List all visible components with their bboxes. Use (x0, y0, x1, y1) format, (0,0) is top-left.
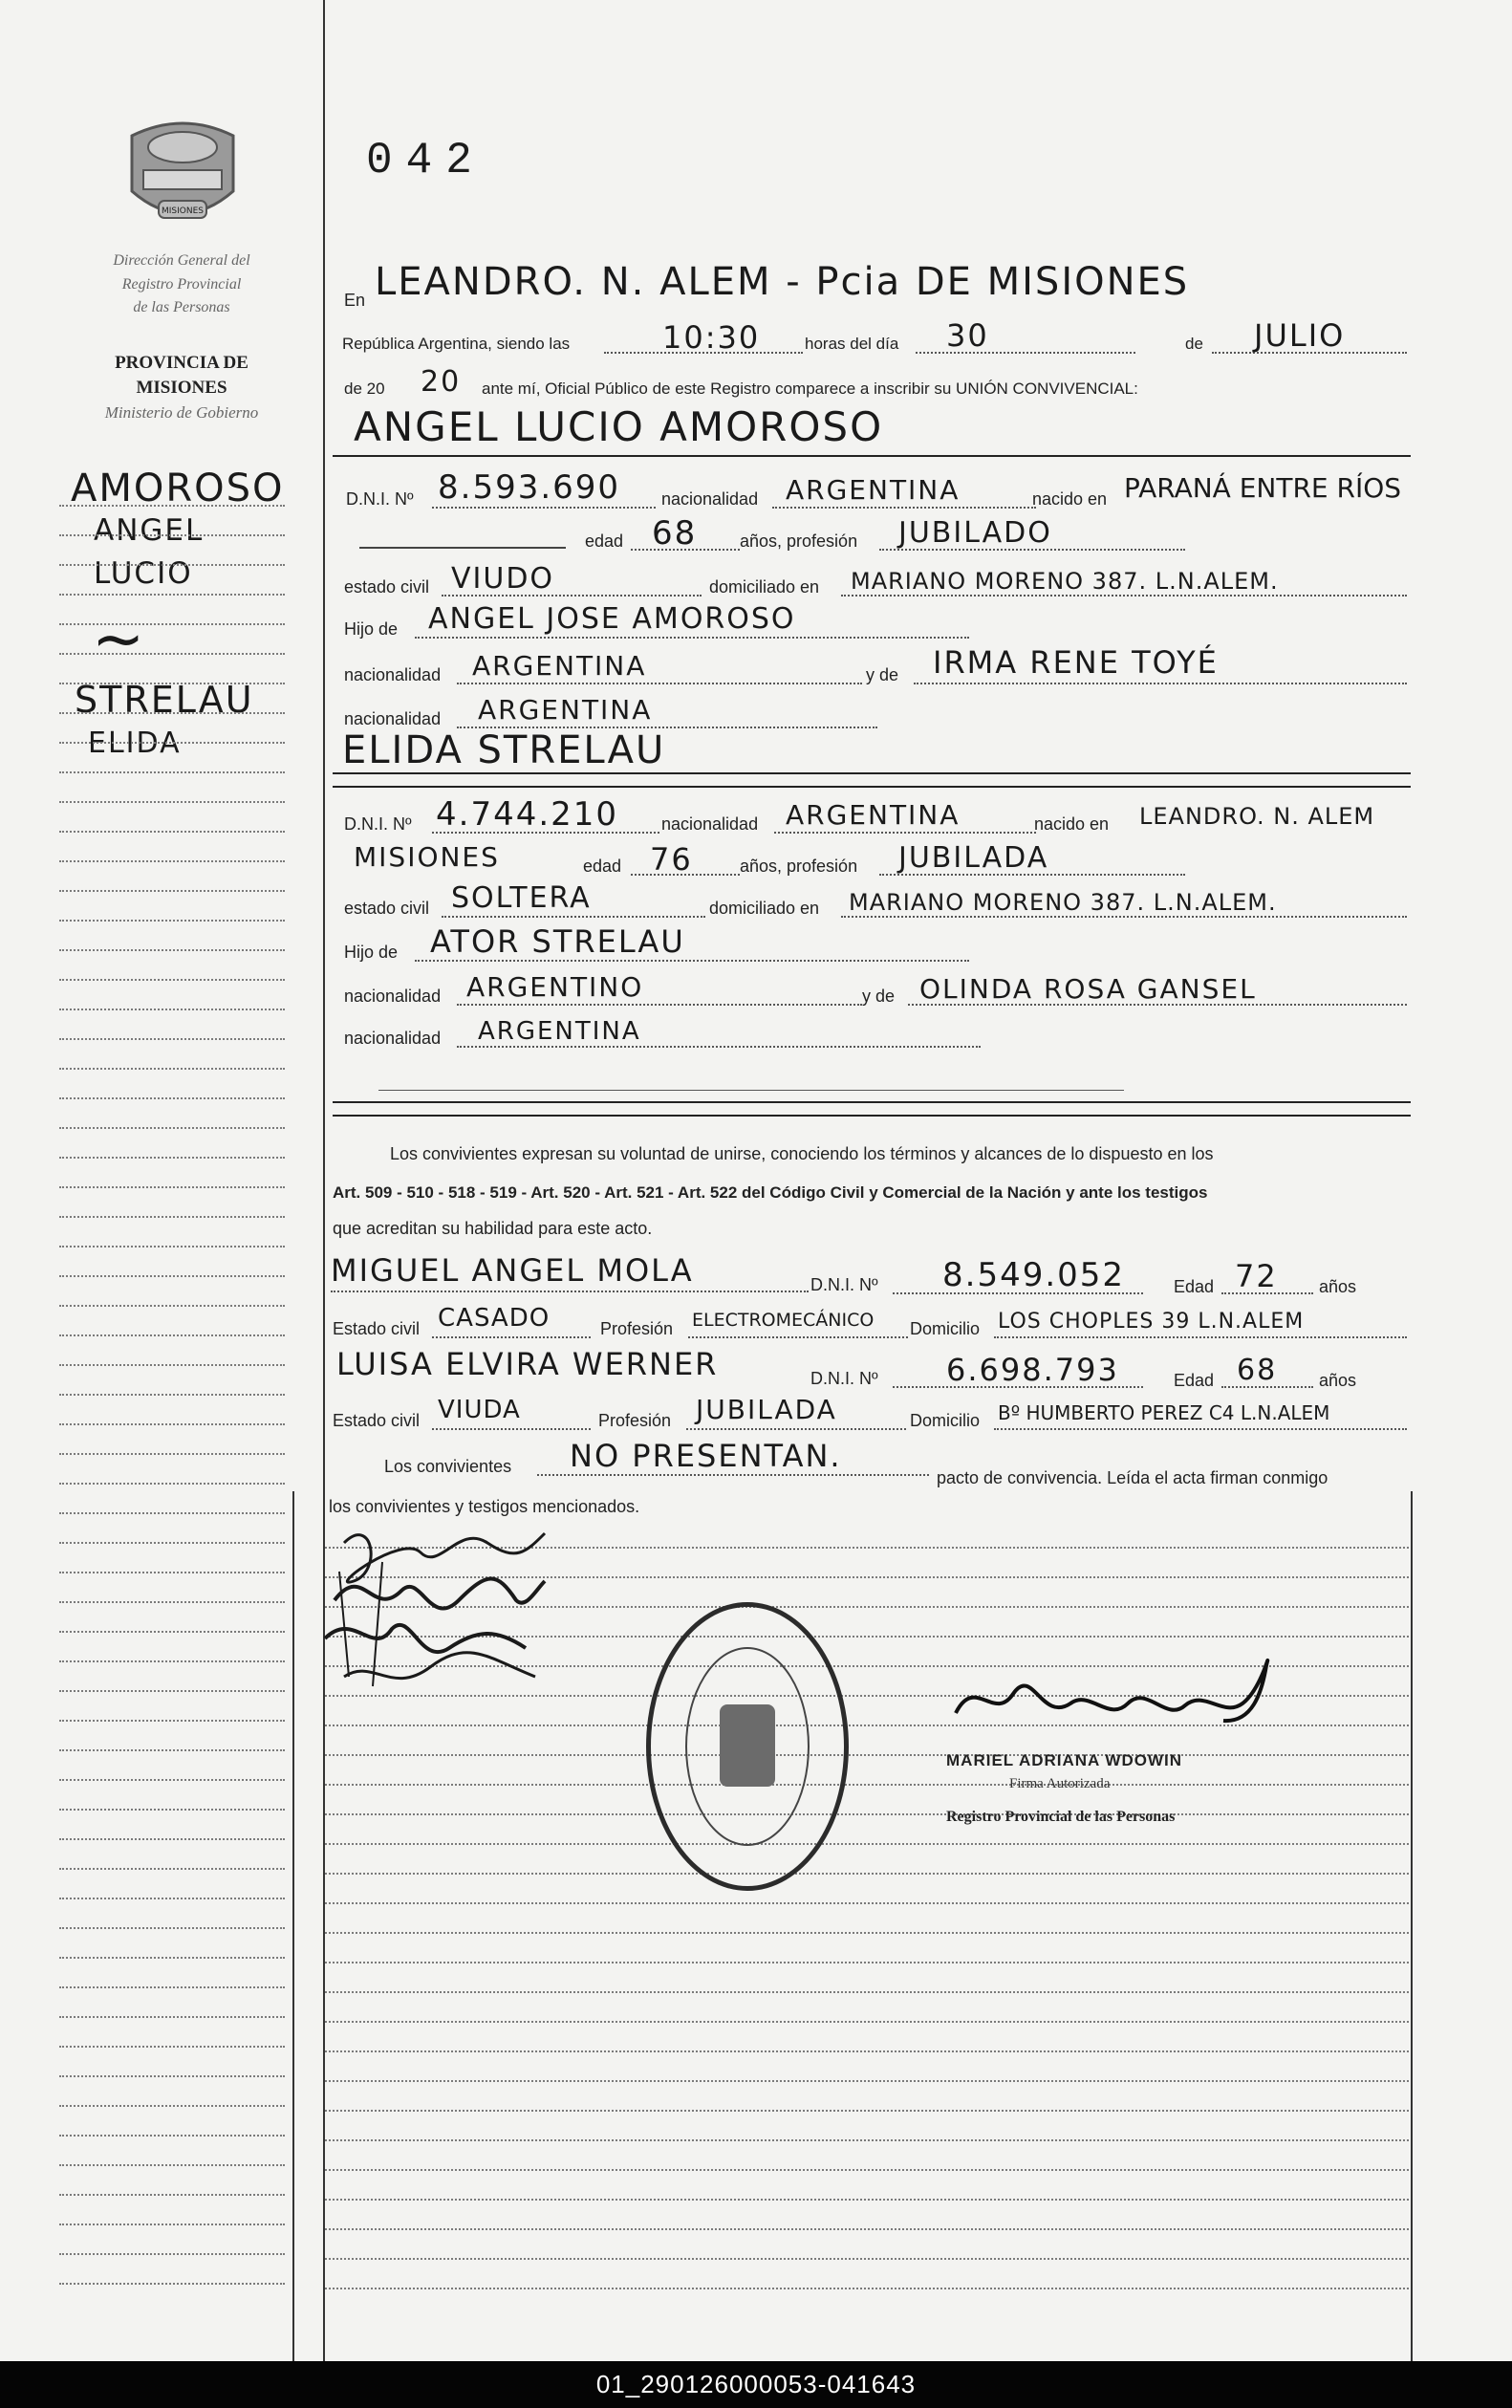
witness2-profesion: JUBILADA (696, 1394, 837, 1425)
person1-domicilio-label: domiciliado en (709, 577, 820, 597)
person1-padre-nac: ARGENTINA (472, 650, 647, 682)
person2-edad-label: edad (583, 857, 622, 876)
left-ruling-line (59, 683, 285, 684)
left-ruling-line (59, 1423, 285, 1425)
body-ruling-line (325, 2199, 1409, 2201)
person1-birthplace: PARANÁ ENTRE RÍOS (1124, 472, 1402, 504)
person2-name-rule-a (333, 772, 1411, 774)
official-office: Registro Provincial de las Personas (946, 1809, 1176, 1825)
left-ruling-line (59, 2194, 285, 2196)
body-ruling-line (325, 1873, 1409, 1875)
person1-yde-label: y de (866, 665, 899, 684)
left-ruling-line (59, 1127, 285, 1129)
left-ruling-line (59, 534, 285, 536)
left-ruling-line (59, 1957, 285, 1959)
closing-convivientes-label: Los convivientes (384, 1457, 512, 1476)
person2-madre: OLINDA ROSA GANSEL (919, 973, 1257, 1005)
witness2-edad-label: Edad (1174, 1371, 1215, 1390)
person1-padre-nac-line (457, 683, 862, 684)
left-ruling-line (59, 594, 285, 596)
left-ruling-line (59, 1394, 285, 1396)
margin-given-1b: LUCIO (94, 556, 193, 591)
body-ruling-line (325, 2021, 1409, 2023)
body-ruling-line (325, 2110, 1409, 2112)
person1-dom-line (841, 595, 1407, 597)
left-ruling-line (59, 1720, 285, 1722)
left-ruling-line (59, 1512, 285, 1514)
person1-madre-line (914, 683, 1407, 684)
witness2-dni: 6.698.793 (946, 1352, 1119, 1388)
svg-text:MISIONES: MISIONES (161, 206, 205, 216)
left-ruling-line (59, 1068, 285, 1070)
margin-line-outer-left (292, 1491, 294, 2361)
document-number: 042 (366, 136, 486, 185)
closing-presentan: NO PRESENTAN. (570, 1438, 842, 1474)
ministry-line: Ministerio de Gobierno (104, 403, 259, 422)
person2-yde-label: y de (862, 987, 896, 1006)
person2-nacionalidad: ARGENTINA (786, 799, 961, 831)
registration-month: JULIO (1254, 317, 1346, 354)
person1-edad: 68 (652, 514, 698, 553)
witness2-domicilio: Bº HUMBERTO PEREZ C4 L.N.ALEM (998, 1401, 1330, 1424)
person2-nac-line (774, 832, 1036, 834)
left-ruling-line (59, 890, 285, 892)
horas-label: horas del día (805, 335, 899, 353)
person2-nacionalidad-label: nacionalidad (661, 814, 759, 834)
left-ruling-line (59, 1216, 285, 1218)
left-ruling-line (59, 505, 285, 507)
person1-dni-label: D.N.I. Nº (346, 489, 414, 509)
closing-presentan-line (537, 1474, 929, 1476)
witness2-prof-line (686, 1428, 906, 1430)
person1-estado: VIUDO (451, 562, 555, 596)
republica-label: República Argentina, siendo las (342, 335, 571, 353)
witness1-estado: CASADO (438, 1304, 551, 1333)
left-ruling-line (59, 2253, 285, 2255)
person1-domicilio: MARIANO MORENO 387. L.N.ALEM. (851, 568, 1279, 595)
witness2-anos-label: años (1319, 1371, 1357, 1390)
person2-blank-line (378, 1090, 1124, 1091)
left-ruling-line (59, 2283, 285, 2285)
person2-padre-nac-label: nacionalidad (344, 987, 442, 1006)
declaration-line-1: Los convivientes expresan su voluntad de unirse, conociendo los términos y alcances de lo dispuesto en los (390, 1144, 1214, 1163)
person2-nacido-label: nacido en (1034, 814, 1110, 834)
person1-dni: 8.593.690 (438, 468, 621, 507)
left-ruling-line (59, 949, 285, 951)
witness2-domicilio-label: Domicilio (910, 1411, 981, 1430)
person2-padre-nac-line (457, 1004, 862, 1006)
official-role: Firma Autorizada (1009, 1776, 1111, 1791)
left-ruling-line (59, 1927, 285, 1929)
person2-dni: 4.744.210 (436, 795, 619, 834)
person2-domicilio: MARIANO MORENO 387. L.N.ALEM. (849, 889, 1277, 916)
witness1-estado-label: Estado civil (333, 1319, 421, 1338)
left-ruling-line (59, 1898, 285, 1899)
witness1-name: MIGUEL ANGEL MOLA (331, 1252, 694, 1289)
person2-birthplace-2: MISIONES (354, 841, 500, 873)
body-ruling-line (325, 1962, 1409, 1963)
person1-anos-label: años, profesión (740, 531, 858, 551)
left-ruling-line (59, 742, 285, 744)
agency-line-1: Dirección General del (113, 252, 250, 269)
registration-time: 10:30 (662, 319, 761, 356)
body-ruling-line (325, 2080, 1409, 2082)
person2-estado-label: estado civil (344, 899, 430, 918)
person1-edad-label: edad (585, 531, 624, 551)
left-ruling-line (59, 1779, 285, 1781)
de-label: de (1185, 335, 1203, 353)
witness1-edad: 72 (1235, 1258, 1278, 1294)
person1-nacionalidad: ARGENTINA (786, 474, 961, 506)
person1-nacido-label: nacido en (1032, 489, 1108, 509)
body-ruling-line (325, 2139, 1409, 2141)
witness1-dom-line (994, 1336, 1407, 1338)
left-ruling-line (59, 1364, 285, 1366)
person1-nac-line (772, 507, 1036, 509)
document-code-footer: 01_290126000053-041643 (0, 2361, 1512, 2408)
left-ruling-line (59, 2135, 285, 2137)
left-ruling-line (59, 1809, 285, 1811)
left-ruling-line (59, 979, 285, 981)
official-signature (937, 1637, 1300, 1742)
margin-tilde: ~ (92, 602, 147, 676)
witness1-dni: 8.549.052 (942, 1256, 1126, 1294)
person2-madre-nac: ARGENTINA (478, 1017, 641, 1046)
body-ruling-line (325, 1991, 1409, 1993)
left-ruling-line (59, 2105, 285, 2107)
witness1-anos-label: años (1319, 1277, 1357, 1296)
person1-edad-lead (359, 547, 566, 549)
witness2-estado: VIUDA (438, 1396, 521, 1424)
person2-padre-line (415, 960, 969, 962)
person1-padre-nac-label: nacionalidad (344, 665, 442, 684)
agency-line-3: de las Personas (133, 299, 230, 315)
closing-line-2: los convivientes y testigos mencionados. (329, 1497, 640, 1516)
body-ruling-line (325, 1843, 1409, 1845)
left-ruling-line (59, 771, 285, 773)
person1-name-rule (333, 455, 1411, 457)
left-ruling-line (59, 2075, 285, 2077)
person2-edad: 76 (650, 841, 693, 878)
closing-pacto-text: pacto de convivencia. Leída el acta firman conmigo (937, 1468, 1328, 1487)
witness2-profesion-label: Profesión (598, 1411, 672, 1430)
province-line-1: PROVINCIA DE (115, 353, 248, 373)
left-ruling-line (59, 2224, 285, 2225)
left-ruling-line (59, 1097, 285, 1099)
person1-hijo-label: Hijo de (344, 619, 399, 639)
person1-estado-label: estado civil (344, 577, 430, 597)
left-ruling-line (59, 1275, 285, 1277)
person2-birthplace-1: LEANDRO. N. ALEM (1139, 803, 1375, 830)
person2-domicilio-label: domiciliado en (709, 899, 820, 918)
person1-madre-nac-label: nacionalidad (344, 709, 442, 728)
body-ruling-line (325, 1932, 1409, 1934)
section-rule-a (333, 1101, 1411, 1103)
witness2-edad: 68 (1237, 1354, 1278, 1387)
province-line-2: MISIONES (136, 378, 227, 398)
witness2-name: LUISA ELVIRA WERNER (336, 1346, 719, 1382)
registration-place: LEANDRO. N. ALEM - Pcia DE MISIONES (375, 260, 1190, 304)
left-ruling-line (59, 1868, 285, 1870)
official-name: MARIEL ADRIANA WDOWIN (946, 1751, 1183, 1769)
person2-padre-nac: ARGENTINO (466, 971, 644, 1003)
witness1-edad-label: Edad (1174, 1277, 1215, 1296)
crest-emblem-icon (122, 117, 243, 235)
body-ruling-line (325, 2050, 1409, 2052)
person1-dni-line (432, 507, 656, 509)
body-ruling-line (325, 2258, 1409, 2260)
official-seal-icon (646, 1602, 849, 1891)
person2-estado: SOLTERA (451, 881, 592, 915)
left-ruling-line (59, 831, 285, 833)
person1-padre-line (415, 637, 969, 639)
left-ruling-line (59, 1749, 285, 1751)
left-ruling-line (59, 1453, 285, 1455)
person2-name-rule-b (333, 786, 1411, 788)
left-ruling-line (59, 801, 285, 803)
body-ruling-line (325, 2228, 1409, 2230)
left-ruling-line (59, 712, 285, 714)
witness2-dni-label: D.N.I. Nº (810, 1369, 878, 1388)
left-ruling-line (59, 1483, 285, 1485)
person2-madre-nac-line (457, 1046, 981, 1048)
body-ruling-line (325, 1784, 1409, 1786)
person2-dni-label: D.N.I. Nº (344, 814, 412, 834)
left-ruling-line (59, 2016, 285, 2018)
agency-line-2: Registro Provincial (121, 276, 242, 293)
left-ruling-line (59, 1009, 285, 1010)
left-ruling-line (59, 1690, 285, 1692)
person2-profesion: JUBILADA (898, 841, 1049, 875)
left-ruling-line (59, 1038, 285, 1040)
left-ruling-line (59, 1838, 285, 1840)
left-ruling-line (59, 1601, 285, 1603)
person1-profesion: JUBILADO (898, 516, 1052, 550)
person2-anos-label: años, profesión (740, 857, 858, 876)
left-ruling-line (59, 1305, 285, 1307)
margin-given-1a: ANGEL (94, 513, 205, 548)
left-ruling-line (59, 1542, 285, 1544)
en-label: En (344, 291, 366, 310)
person2-dom-line (841, 916, 1407, 918)
body-ruling-line (325, 2169, 1409, 2171)
margin-surname-1: AMOROSO (71, 466, 285, 510)
registration-day: 30 (946, 317, 989, 354)
witness2-dom-line (994, 1428, 1407, 1430)
margin-surname-2: STRELAU (75, 679, 254, 721)
person2-padre: ATOR STRELAU (430, 923, 685, 960)
left-ruling-line (59, 860, 285, 862)
left-ruling-line (59, 1186, 285, 1188)
left-ruling-line (59, 653, 285, 655)
person2-madre-nac-label: nacionalidad (344, 1029, 442, 1048)
witness1-prof-line (688, 1336, 908, 1338)
margin-line-left (323, 0, 325, 2361)
witness1-profesion-label: Profesión (600, 1319, 674, 1338)
witness2-estado-label: Estado civil (333, 1411, 421, 1430)
left-ruling-line (59, 1986, 285, 1988)
left-ruling-line (59, 1334, 285, 1336)
person2-estado-line (442, 916, 705, 918)
body-ruling-line (325, 1902, 1409, 1904)
left-ruling-line (59, 623, 285, 625)
person2-full-name: ELIDA STRELAU (342, 728, 666, 772)
witness1-dni-label: D.N.I. Nº (810, 1275, 878, 1294)
witness2-estado-line (432, 1428, 591, 1430)
section-rule-b (333, 1115, 1411, 1117)
witness1-name-line (331, 1291, 809, 1292)
body-ruling-line (325, 1813, 1409, 1815)
witness1-estado-line (432, 1336, 591, 1338)
person1-madre-nac: ARGENTINA (478, 694, 653, 726)
person1-nacionalidad-label: nacionalidad (661, 489, 759, 509)
left-ruling-line (59, 920, 285, 922)
left-ruling-line (59, 1572, 285, 1573)
left-ruling-line (59, 1660, 285, 1662)
body-ruling-line (325, 2288, 1409, 2289)
year-prefix: de 20 (344, 380, 385, 398)
left-ruling-line (59, 1157, 285, 1159)
witness1-domicilio: LOS CHOPLES 39 L.N.ALEM (998, 1310, 1305, 1334)
left-ruling-line (59, 2164, 285, 2166)
signatures-handwritten (315, 1514, 564, 1705)
intro-text: ante mí, Oficial Público de este Registro comparece a inscribir su UNIÓN CONVIVENCIAL: (482, 380, 1138, 398)
declaration-line-2: Art. 509 - 510 - 518 - 519 - Art. 520 - Art. 521 - Art. 522 del Código Civil y Comercial de la Nación y ante los testigos (333, 1183, 1208, 1202)
body-ruling-line (325, 1754, 1409, 1756)
left-ruling-line (59, 2046, 285, 2048)
witness1-profesion: ELECTROMECÁNICO (692, 1310, 875, 1331)
person1-madre: IRMA RENE TOYÉ (933, 644, 1219, 681)
left-ruling-line (59, 1246, 285, 1247)
registration-year: 20 (421, 365, 462, 399)
margin-given-2: ELIDA (88, 727, 182, 760)
witness1-domicilio-label: Domicilio (910, 1319, 981, 1338)
person2-hijo-label: Hijo de (344, 943, 399, 962)
person1-full-name: ANGEL LUCIO AMOROSO (354, 403, 884, 450)
left-ruling-line (59, 564, 285, 566)
person1-padre: ANGEL JOSE AMOROSO (428, 602, 796, 636)
margin-line-right (1411, 1491, 1413, 2361)
declaration-line-3: que acreditan su habilidad para este acto. (333, 1219, 653, 1238)
left-ruling-line (59, 1631, 285, 1633)
